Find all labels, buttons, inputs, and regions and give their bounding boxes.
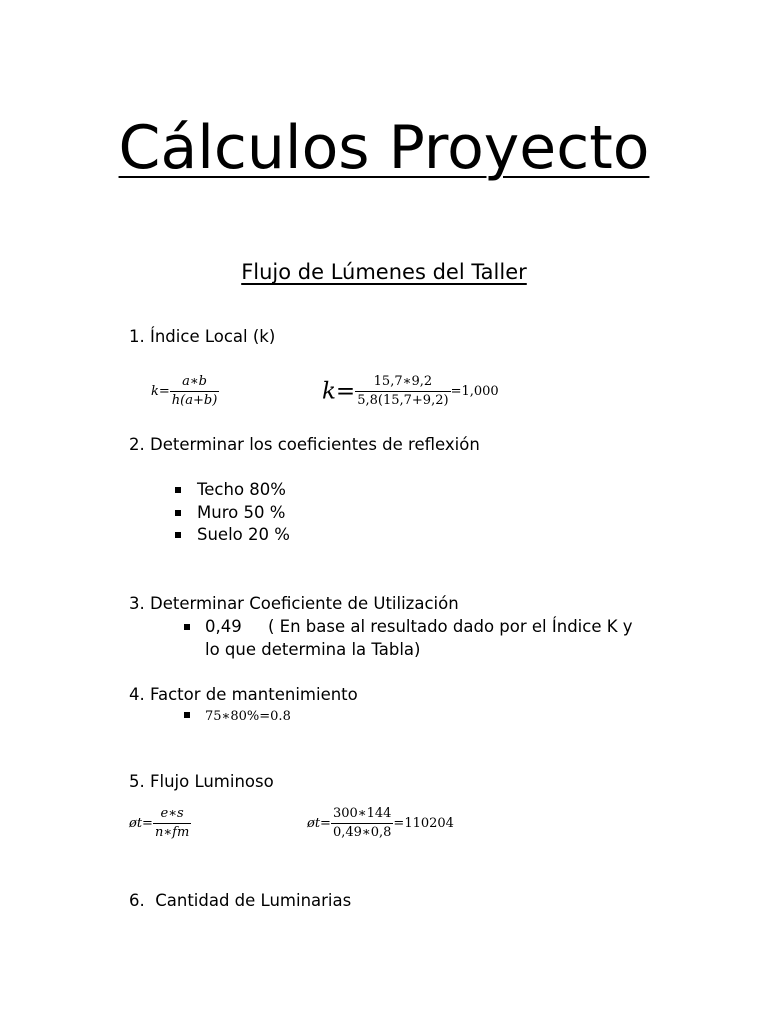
flux-calculation	[307, 806, 454, 841]
k-calc-denominator: 5,8(15,7+9,2)	[357, 393, 449, 408]
flux-calc-lhs: øt=	[307, 816, 331, 831]
bullet-marker	[175, 510, 181, 516]
list-item-utilization-line-2: lo que determina la Tabla)	[205, 640, 421, 659]
section-3-heading: 3. Determinar Coeficiente de Utilización	[129, 594, 459, 613]
k-calc-numerator: 15,7∗9,2	[355, 374, 450, 392]
flux-formula-lhs: øt=	[129, 816, 153, 831]
list-item-utilization-line-1: 0,49 ( En base al resultado dado por el Índice K y	[205, 617, 633, 636]
flux-calc-denominator: 0,49∗0,8	[332, 825, 392, 840]
flux-formula-fraction	[153, 806, 191, 841]
k-formula-fraction	[170, 374, 219, 409]
flux-calc-fraction	[331, 806, 393, 841]
k-formula	[151, 374, 219, 409]
k-calculation	[322, 374, 499, 409]
k-calc-fraction	[355, 374, 450, 409]
list-item-techo: Techo 80%	[197, 480, 286, 499]
k-calc-result: =1,000	[450, 384, 499, 399]
page-title: Cálculos Proyecto	[118, 113, 650, 183]
list-item-muro: Muro 50 %	[197, 503, 286, 522]
section-2-heading: 2. Determinar los coeficientes de reflexión	[129, 435, 480, 454]
section-1-heading: 1. Índice Local (k)	[129, 327, 276, 346]
k-calc-lhs: k=	[322, 378, 356, 405]
bullet-marker	[175, 532, 181, 538]
flux-formula	[129, 806, 191, 841]
k-formula-numerator: a∗b	[170, 374, 219, 392]
bullet-marker	[175, 487, 181, 493]
bullet-marker	[184, 712, 190, 718]
bullet-marker	[184, 624, 190, 630]
section-5-heading: 5. Flujo Luminoso	[129, 772, 274, 791]
k-formula-denominator: h(a+b)	[171, 393, 218, 408]
list-item-suelo: Suelo 20 %	[197, 525, 290, 544]
flux-calc-numerator: 300∗144	[331, 806, 393, 824]
section-6-heading: 6. Cantidad de Luminarias	[129, 891, 352, 910]
flux-calc-result: =110204	[393, 816, 454, 831]
section-4-heading: 4. Factor de mantenimiento	[129, 685, 358, 704]
flux-formula-numerator: e∗s	[153, 806, 191, 824]
page-subtitle: Flujo de Lúmenes del Taller	[241, 260, 527, 284]
k-formula-lhs: k=	[151, 384, 170, 399]
flux-formula-denominator: n∗fm	[154, 825, 190, 840]
list-item-maintenance: 75∗80%=0.8	[205, 709, 291, 724]
